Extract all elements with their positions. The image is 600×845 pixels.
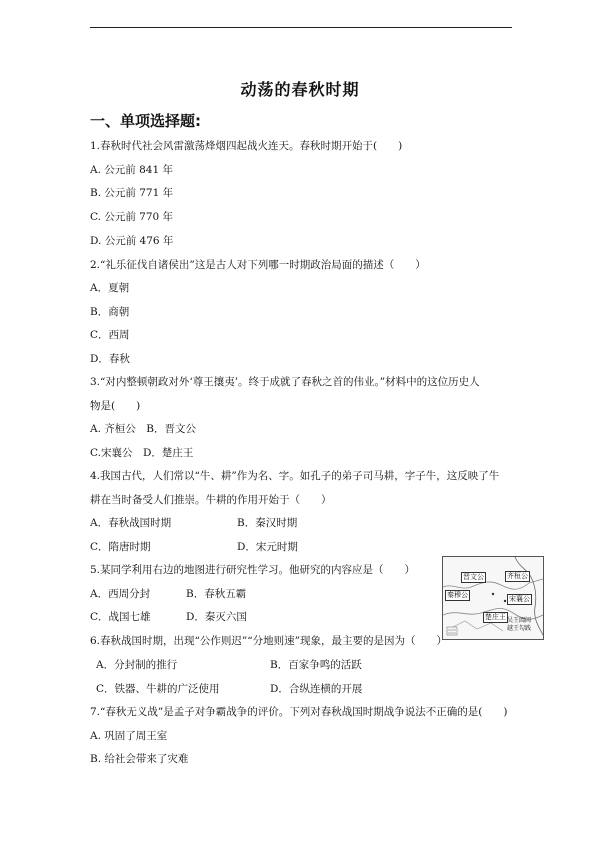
q5-options-row2: [90, 610, 247, 624]
q1-option-c: C. 公元前 770 年: [90, 211, 174, 223]
map-label-jin-wengong: 晋文公: [463, 573, 484, 581]
map-label-chu-zhuangwang: 楚庄王: [485, 613, 506, 621]
q2-option-d: D．春秋: [90, 353, 130, 365]
q7-option-a: A. 巩固了周王室: [90, 730, 168, 742]
q1-option-d: D. 公元前 476 年: [90, 235, 174, 247]
q5-option-d: D．秦灭六国: [186, 611, 247, 623]
question-4-stem-line2: 耕在当时备受人们推崇。牛耕的作用开始于（ ）: [90, 494, 332, 506]
q2-option-a: A．夏朝: [90, 282, 130, 294]
question-3-stem-line1: 3.“对内整顿朝政对外‘尊王攘夷’。终于成就了春秋之首的伟业。”材料中的这位历史人: [90, 376, 480, 388]
q6-option-a: A．分封制的推行: [96, 659, 178, 671]
spring-autumn-hegemons-map: [442, 556, 544, 640]
map-label-qin-mugong: 秦穆公: [447, 591, 468, 599]
page-title: 动荡的春秋时期: [240, 80, 360, 99]
map-label-wu: 吴王阖闾: [507, 617, 532, 624]
question-4-stem-line1: 4.我国古代，人们常以“牛、耕”作为名、字。如孔子的弟子司马耕，字子牛，这反映了牛: [90, 470, 500, 482]
q7-option-b: B. 给社会带来了灾难: [90, 753, 189, 765]
q4-options-row1: [90, 516, 298, 530]
q1-option-a: A. 公元前 841 年: [90, 164, 173, 176]
question-2-stem: 2.“礼乐征伐自诸侯出”这是古人对下列哪一时期政治局面的描述（ ）: [90, 259, 426, 271]
map-label-qi-huangong: 齐桓公: [507, 572, 528, 580]
q6-option-b: B．百家争鸣的活跃: [270, 659, 362, 671]
q2-option-c: C．西周: [90, 329, 130, 341]
q2-option-b: B．商朝: [90, 306, 130, 318]
question-3-stem-line2: 物是( ): [90, 400, 141, 412]
q3-options-ab: A. 齐桓公 B．晋文公: [90, 423, 196, 435]
q4-options-row2: [90, 540, 298, 554]
q5-options-row1: [90, 587, 247, 601]
q1-option-b: B. 公元前 771 年: [90, 187, 174, 199]
question-7-stem: 7.“春秋无义战”是孟子对争霸战争的评价。下列对春秋战国时期战争说法不正确的是( ): [90, 706, 508, 718]
q4-option-b: B．秦汉时期: [237, 517, 298, 529]
question-5-stem: 5.某同学利用右边的地图进行研究性学习。他研究的内容应是（ ）: [90, 564, 416, 576]
q6-options-row1: [96, 658, 362, 672]
q6-option-d: D．合纵连横的开展: [270, 683, 363, 695]
header-rule: [90, 27, 512, 28]
map-label-song-xianggong: 宋襄公: [509, 595, 530, 603]
q4-option-c: C．隋唐时期: [90, 541, 151, 553]
question-6-stem: 6.春秋战国时期，出现“公作则迟”“分地则速”现象，最主要的是因为（ ）: [90, 635, 447, 647]
q5-option-b: B．春秋五霸: [186, 588, 247, 600]
q4-option-a: A．春秋战国时期: [90, 517, 172, 529]
q5-option-a: A．西周分封: [90, 588, 151, 600]
question-1-stem: 1.春秋时代社会风雷激荡烽烟四起战火连天。春秋时期开始于( ): [90, 140, 403, 152]
section-heading: 一、单项选择题:: [90, 112, 201, 130]
q6-options-row2: [96, 682, 363, 696]
q4-option-d: D．宋元时期: [237, 541, 298, 553]
q3-options-cd: C.宋襄公 D．楚庄王: [90, 447, 194, 459]
q6-option-c: C．铁器、牛耕的广泛使用: [96, 683, 220, 695]
q5-option-c: C．战国七雄: [90, 611, 151, 623]
map-label-yue: 越王勾践: [507, 625, 532, 632]
